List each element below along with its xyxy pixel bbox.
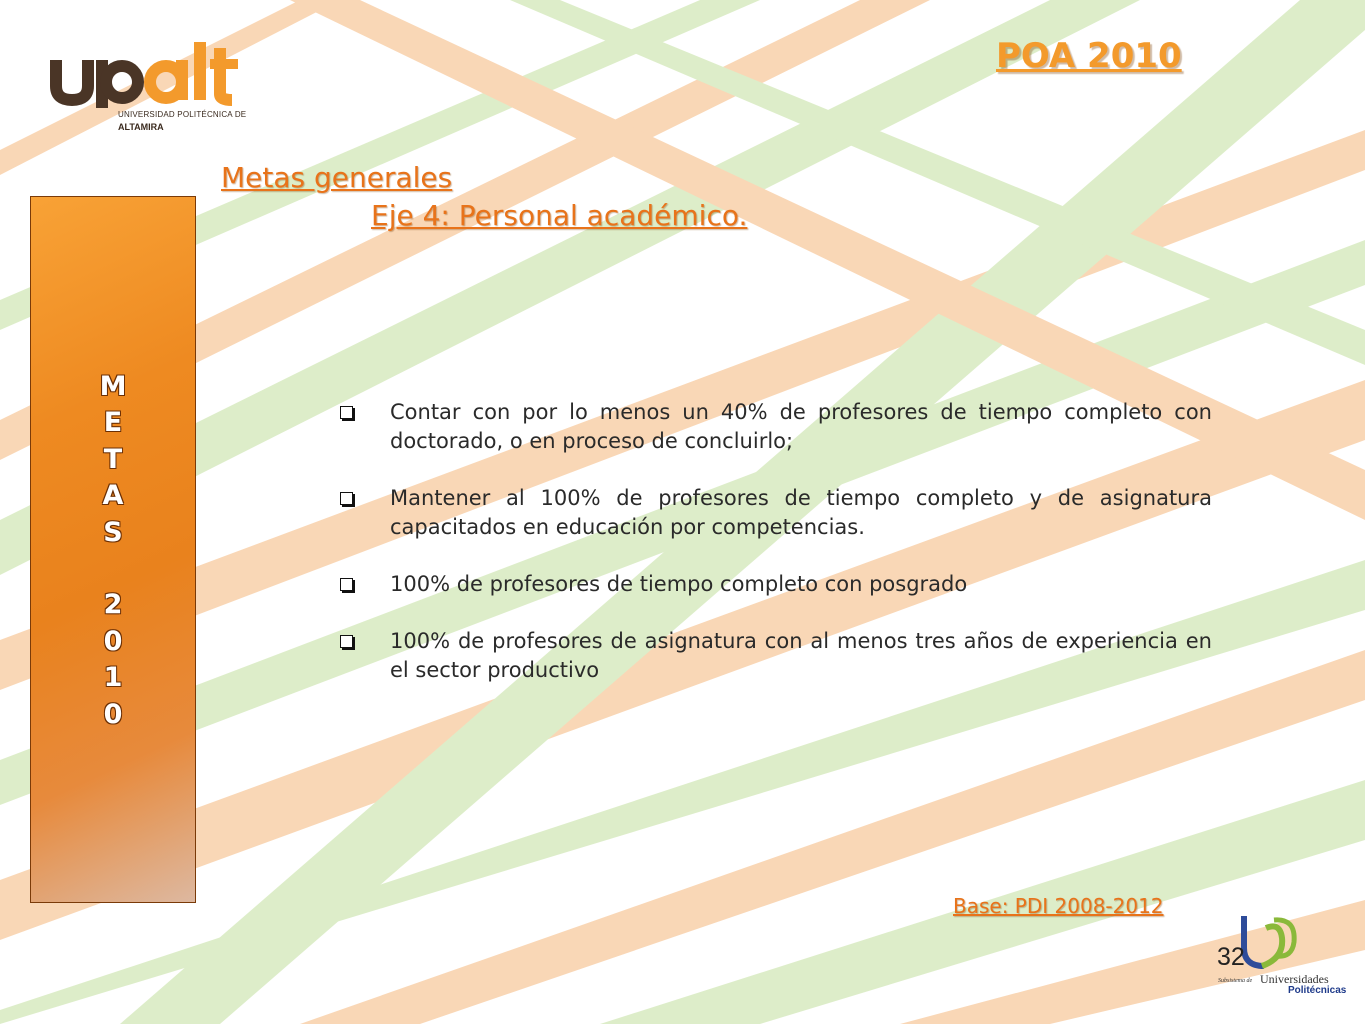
page-number: 32	[1217, 943, 1245, 971]
list-item	[338, 398, 1212, 456]
base-reference: Base: PDI 2008-2012	[953, 894, 1164, 918]
list-item	[338, 570, 1212, 599]
checkbox-bullet-icon	[338, 490, 354, 506]
upalt-wordmark-icon	[50, 38, 250, 108]
partner-logo-line1: Universidades	[1260, 972, 1329, 986]
goal-text: Contar con por lo menos un 40% de profesores de tiempo completo con doctorado, o en proceso de concluirlo;	[390, 400, 1212, 453]
logo-line1: UNIVERSIDAD POLITÉCNICA DE	[118, 110, 247, 119]
checkbox-bullet-icon	[338, 404, 354, 420]
list-item	[338, 627, 1212, 685]
goal-text: Mantener al 100% de profesores de tiempo completo y de asignatura capacitados en educación por competencias.	[390, 486, 1212, 539]
metas-sidebar	[30, 196, 196, 903]
section-title: Metas generales	[221, 161, 453, 194]
goals-list	[338, 398, 1212, 713]
checkbox-bullet-icon	[338, 633, 354, 649]
sidebar-vertical-text: M E T A S 2 0 1 0	[99, 371, 127, 730]
list-item	[338, 484, 1212, 542]
partner-logo-small: Subsistema de	[1218, 978, 1253, 984]
goal-text: 100% de profesores de tiempo completo con posgrado	[390, 572, 968, 596]
upalt-logo	[50, 38, 250, 138]
goal-text: 100% de profesores de asignatura con al menos tres años de experiencia en el sector productivo	[390, 629, 1212, 682]
logo-line2: ALTAMIRA	[118, 122, 164, 132]
checkbox-bullet-icon	[338, 576, 354, 592]
page-title: POA 2010	[996, 36, 1182, 76]
partner-logo-line2: Politécnicas	[1288, 985, 1347, 996]
section-subtitle: Eje 4: Personal académico.	[371, 199, 748, 232]
